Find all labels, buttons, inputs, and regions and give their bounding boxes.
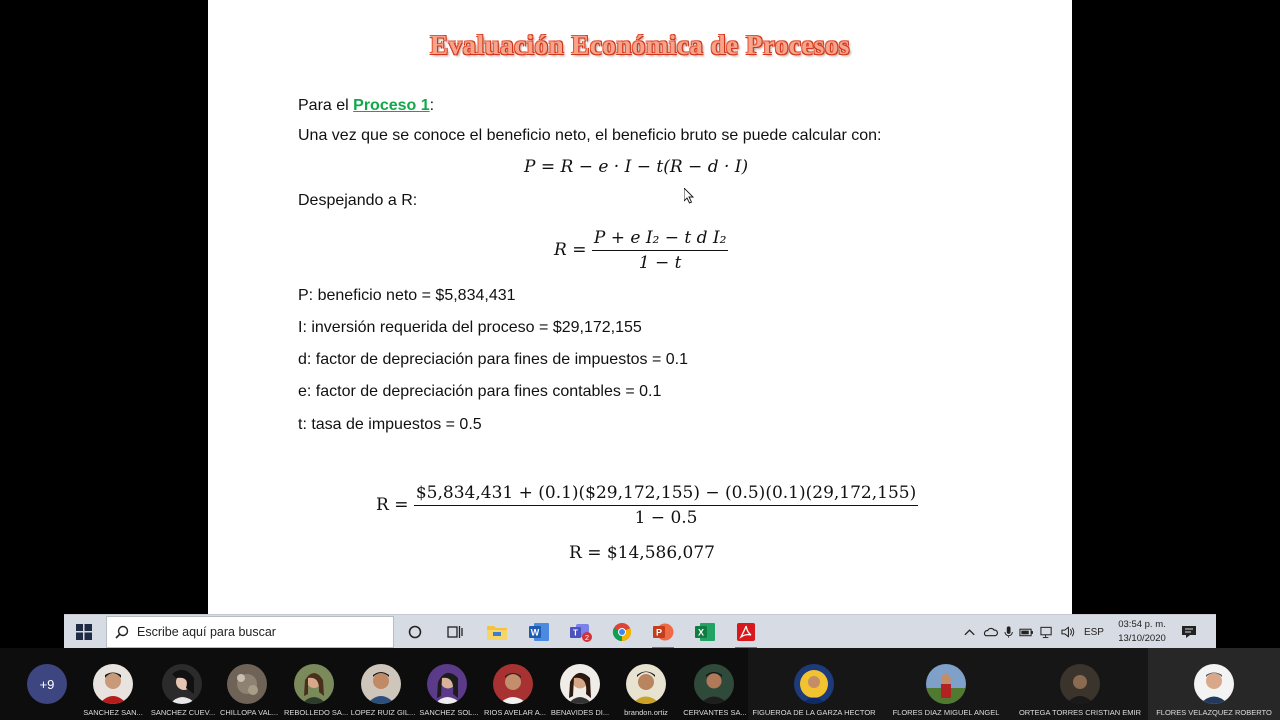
participant-name: CERVANTES SA...	[683, 708, 747, 717]
svg-text:T: T	[573, 628, 578, 638]
participant-tile[interactable]	[682, 648, 748, 720]
chrome-icon	[612, 622, 632, 642]
participant-name: REBOLLEDO SA...	[284, 708, 349, 717]
onedrive-icon[interactable]	[983, 626, 998, 638]
avatar	[162, 664, 202, 704]
notification-icon	[1181, 624, 1197, 640]
eq2-denominator: 1 − t	[638, 253, 682, 273]
equation-profit: P = R − e · I − t(R − d · I)	[524, 157, 749, 177]
svg-text:X: X	[697, 627, 705, 638]
avatar	[694, 664, 734, 704]
eq3-lhs: R =	[376, 495, 409, 515]
eq2-numerator: P + e I₂ − t d I₂	[592, 228, 729, 251]
equation-r-general	[554, 228, 728, 273]
start-button[interactable]	[64, 615, 104, 649]
participant-name: SANCHEZ SAN...	[83, 708, 143, 717]
proceso-1-link[interactable]: Proceso 1	[353, 97, 430, 114]
microphone-icon[interactable]	[1004, 625, 1013, 639]
participant-name: FLORES VELAZQUEZ ROBERTO	[1156, 708, 1272, 717]
task-view-icon	[446, 624, 464, 640]
powerpoint-icon	[652, 622, 674, 642]
avatar	[493, 664, 533, 704]
clock-time: 03:54 p. m.	[1118, 619, 1166, 630]
clock[interactable]	[1112, 618, 1172, 646]
def-e: e: factor de depreciación para fines contables = 0.1	[298, 383, 662, 400]
eq3-denominator: 1 − 0.5	[634, 508, 698, 528]
language-indicator[interactable]: ESP	[1083, 626, 1104, 638]
avatar	[626, 664, 666, 704]
despejando-label: Despejando a R:	[298, 192, 418, 209]
presentation-slide	[208, 0, 1072, 614]
avatar	[560, 664, 600, 704]
participant-tile[interactable]	[418, 648, 480, 720]
participant-tile[interactable]	[614, 648, 678, 720]
folder-icon	[486, 623, 508, 641]
powerpoint-button[interactable]	[650, 620, 676, 644]
participant-name: SANCHEZ CUEV...	[150, 708, 216, 717]
def-p: P: beneficio neto = $5,834,431	[298, 287, 516, 304]
def-d: d: factor de depreciación para fines de impuestos = 0.1	[298, 351, 689, 368]
mouse-pointer-icon	[684, 188, 694, 204]
intro-line	[298, 97, 434, 115]
system-tray	[964, 615, 1104, 649]
avatar	[93, 664, 133, 704]
eq3-numerator: $5,834,431 + (0.1)($29,172,155) − (0.5)(0.1)(29,172,155)	[414, 483, 918, 506]
participant-tile[interactable]	[484, 648, 546, 720]
eq3-fraction	[414, 483, 918, 528]
chevron-up-icon[interactable]	[964, 627, 975, 637]
battery-icon[interactable]	[1019, 626, 1034, 638]
task-view-button[interactable]	[442, 620, 468, 644]
participant-tile[interactable]	[82, 648, 144, 720]
participant-tile[interactable]	[150, 648, 216, 720]
participant-tile-large[interactable]	[748, 648, 880, 720]
participant-name: FIGUEROA DE LA GARZA HECTOR	[752, 708, 876, 717]
avatar	[294, 664, 334, 704]
participant-name: SANCHEZ SOL...	[419, 708, 479, 717]
word-button[interactable]	[526, 620, 552, 644]
windows-logo-icon	[76, 624, 92, 640]
svg-text:P: P	[655, 627, 663, 638]
def-i: I: inversión requerida del proceso = $29,172,155	[298, 319, 642, 336]
acrobat-button[interactable]	[733, 620, 759, 644]
acrobat-icon	[736, 622, 756, 642]
participants-strip	[0, 648, 1280, 720]
chrome-button[interactable]	[609, 620, 635, 644]
avatar	[1194, 664, 1234, 704]
participant-tile[interactable]	[548, 648, 612, 720]
clock-date: 13/10/2020	[1118, 633, 1166, 644]
taskbar	[64, 614, 1216, 648]
avatar	[1060, 664, 1100, 704]
eq2-lhs: R =	[554, 240, 587, 260]
slide-title: Evaluación Económica de Procesos	[430, 30, 850, 60]
participant-name: RIOS AVELAR A...	[484, 708, 546, 717]
teams-icon	[569, 621, 593, 643]
network-icon[interactable]	[1040, 625, 1055, 639]
more-participants-button[interactable]: +9	[27, 664, 67, 704]
avatar	[427, 664, 467, 704]
excel-icon	[694, 622, 716, 642]
intro-prefix: Para el	[298, 97, 354, 114]
def-t: t: tasa de impuestos = 0.5	[298, 416, 482, 433]
intro-suffix: :	[429, 97, 435, 114]
svg-text:W: W	[530, 627, 540, 638]
participant-tile[interactable]	[284, 648, 348, 720]
eq2-fraction	[592, 228, 729, 273]
equation-r-result: R = $14,586,077	[569, 543, 716, 563]
participant-tile[interactable]	[350, 648, 416, 720]
equation-r-substituted	[376, 483, 918, 528]
participant-name: brandon.ortiz	[624, 708, 668, 717]
avatar	[361, 664, 401, 704]
avatar	[794, 664, 834, 704]
teams-button[interactable]	[568, 620, 594, 644]
participant-tile[interactable]	[218, 648, 280, 720]
cortana-button[interactable]	[402, 620, 428, 644]
participant-name: ORTEGA TORRES CRISTIAN EMIR	[1018, 708, 1142, 717]
participant-name: FLORES DIAZ MIGUEL ANGEL	[892, 708, 1000, 717]
excel-button[interactable]	[692, 620, 718, 644]
cortana-circle-icon	[407, 624, 423, 640]
file-explorer-button[interactable]	[484, 620, 510, 644]
volume-icon[interactable]	[1061, 625, 1076, 639]
participant-tile-large[interactable]	[1012, 648, 1148, 720]
taskbar-search-input[interactable]	[106, 616, 394, 648]
participant-tile-large[interactable]	[880, 648, 1012, 720]
action-center-button[interactable]	[1176, 620, 1202, 644]
participant-name: CHILLOPA VAL...	[219, 708, 279, 717]
avatar	[926, 664, 966, 704]
word-icon	[528, 622, 550, 642]
search-icon	[115, 625, 129, 639]
search-placeholder: Escribe aquí para buscar	[137, 625, 276, 639]
participant-tile-large[interactable]	[1148, 648, 1280, 720]
teams-badge-count: 2	[584, 633, 590, 642]
participant-name: BENAVIDES DI...	[550, 708, 610, 717]
intro-description: Una vez que se conoce el beneficio neto, el beneficio bruto se puede calcular con:	[298, 127, 882, 144]
participant-name: LOPEZ RUIZ GIL...	[350, 708, 416, 717]
avatar	[227, 664, 267, 704]
